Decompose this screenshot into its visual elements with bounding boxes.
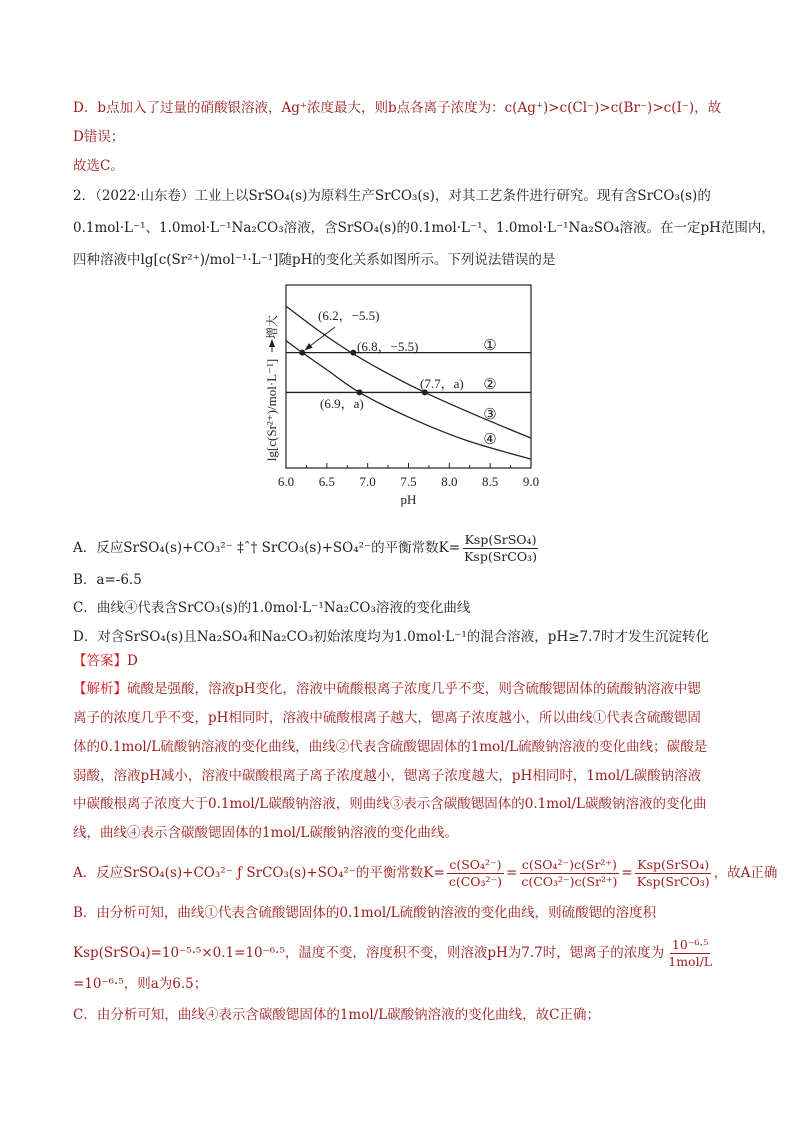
fraction-denominator: c(CO₃²⁻) — [448, 874, 503, 889]
series-label: ③ — [483, 407, 497, 423]
question-line-1: 2．（2022·山东卷）工业上以SrSO₄(s)为原料生产SrCO₃(s)，对其工艺条件进行研究。现有含SrCO₃(s)的 — [73, 188, 711, 204]
fraction-denominator: c(CO₃²⁻)c(Sr²⁺) — [521, 874, 618, 889]
fraction-numerator: Ksp(SrSO₄) — [637, 857, 710, 872]
series-label: ④ — [483, 432, 497, 448]
prev-answer-conclusion: 故选C。 — [73, 158, 124, 174]
data-point — [357, 389, 363, 395]
data-point-label: (6.8，−5.5) — [357, 339, 419, 354]
answer-value: D — [127, 653, 138, 669]
x-tick-label: 8.5 — [482, 474, 499, 489]
x-tick-label: 8.0 — [441, 474, 458, 489]
fraction-numerator: c(SO₄²⁻)c(Sr²⁺) — [521, 857, 617, 872]
fraction-denominator: Ksp(SrCO₃) — [464, 549, 537, 564]
data-point — [350, 350, 356, 356]
option-a-text: A．反应SrSO₄(s)+CO₃²⁻ ‡ˆ† SrCO₃(s)+SO₄²⁻的平衡常数K= — [73, 540, 461, 556]
y-axis-label: lg[c(Sr²⁺)/mol·L⁻¹] — [264, 358, 279, 462]
analysis-option-c: C．由分析可知，曲线④表示含碳酸锶固体的1mol/L碳酸钠溶液的变化曲线，故C正确； — [73, 1007, 601, 1023]
option-c: C．曲线④代表含SrCO₃(s)的1.0mol·L⁻¹Na₂CO₃溶液的变化曲线 — [73, 600, 471, 616]
option-b: B．a=-6.5 — [73, 572, 142, 588]
analysis-label: 【解析】 — [73, 681, 127, 697]
analysis-option-b-line3: =10⁻⁶·⁵，则a为6.5； — [73, 976, 208, 992]
fraction-numerator: Ksp(SrSO₄) — [464, 532, 537, 547]
fraction-3 — [635, 857, 712, 890]
analysis-a-text: A．反应SrSO₄(s)+CO₃²⁻ ƒ SrCO₃(s)+SO₄²⁻的平衡常数K= — [73, 865, 445, 881]
analysis-a-conclusion: ，故A正确 — [713, 865, 778, 881]
fraction-numerator: 10⁻⁶·⁵ — [671, 937, 709, 952]
fraction-numerator: c(SO₄²⁻) — [449, 857, 502, 872]
x-tick-label: 7.5 — [400, 474, 417, 489]
sr-concentration-chart — [250, 270, 550, 510]
prev-option-d-line1: D．b点加入了过量的硝酸银溶液，Ag⁺浓度最大，则b点各离子浓度为：c(Ag⁺)>c(Cl⁻)>c(Br⁻)>c(I⁻)，故 — [73, 100, 722, 116]
answer — [73, 652, 138, 670]
analysis-b-text: Ksp(SrSO₄)=10⁻⁵·⁵×0.1=10⁻⁶·⁵，温度不变，溶度积不变，则溶液pH为7.7时，锶离子的浓度为 — [73, 945, 665, 961]
fraction-denominator: Ksp(SrCO₃) — [636, 874, 710, 889]
fraction-1 — [447, 857, 504, 890]
x-axis-label: pH — [400, 492, 417, 507]
fraction-2 — [519, 857, 619, 890]
series-label: ② — [483, 377, 497, 393]
y-axis-increase-label: 增大 — [265, 314, 279, 340]
analysis-line-6: 线，曲线④表示含碳酸锶固体的1mol/L碳酸钠溶液的变化曲线。 — [73, 825, 458, 841]
x-tick-label: 6.5 — [318, 474, 335, 489]
x-tick-label: 6.0 — [277, 474, 295, 489]
analysis-option-a: A．反应SrSO₄(s)+CO₃²⁻ ƒ SrCO₃(s)+SO₄²⁻的平衡常数K= $\frac{\text{c(SO₄²⁻)}}{\text{c(CO₃²⁻)}}$ = $\frac{\text{c(SO₄²⁻)c(Sr²⁺)}}{\text{c(CO₃²⁻)c(Sr²⁺)}}$ = $\frac{\text{Ksp(SrSO₄)}}{\text{Ksp(SrCO₃)}}$ ，故A正确 — [73, 857, 778, 889]
question-line-2: 0.1mol·L⁻¹、1.0mol·L⁻¹Na₂CO₃溶液，含SrSO₄(s)的0.1mol·L⁻¹、1.0mol·L⁻¹Na₂SO₄溶液。在一定pH范围内， — [73, 220, 775, 236]
data-point-label: (6.2，−5.5) — [318, 308, 380, 323]
analysis-option-b-line2 — [73, 937, 716, 970]
analysis-line-1 — [73, 680, 701, 698]
question-line-3: 四种溶液中lg[c(Sr²⁺)/mol⁻¹·L⁻¹]随pH的变化关系如图所示。下列说法错误的是 — [73, 252, 556, 268]
analysis-text: 硫酸是强酸，溶液pH变化，溶液中硫酸根离子浓度几乎不变，则含硫酸锶固体的硫酸钠溶液中锶 — [127, 681, 701, 697]
series-label: ① — [483, 338, 497, 354]
x-tick-label: 7.0 — [359, 474, 376, 489]
analysis-option-b-line1: B．由分析可知，曲线①代表含硫酸锶固体的0.1mol/L硫酸钠溶液的变化曲线，则硫酸锶的溶度积 — [73, 905, 657, 921]
fraction-denominator: 1mol/L — [668, 954, 713, 969]
option-a-fraction — [462, 532, 539, 565]
x-tick-label: 9.0 — [522, 474, 540, 489]
analysis-line-2: 离子的浓度几乎不变，pH相同时，溶液中硫酸根离子越大，锶离子浓度越小，所以曲线①代表含硫酸锶固 — [73, 710, 701, 726]
data-point-label: (6.9，a) — [320, 396, 364, 411]
fraction-b — [666, 937, 714, 970]
analysis-line-3: 体的0.1mol/L硫酸钠溶液的变化曲线，曲线②代表含硫酸锶固体的1mol/L硫酸钠溶液的变化曲线；碳酸是 — [73, 739, 708, 755]
data-point-label: (7.7，a) — [420, 376, 464, 391]
answer-label: 【答案】 — [73, 653, 127, 669]
option-a — [73, 532, 541, 565]
prev-option-d-line2: D错误； — [73, 129, 125, 145]
option-d: D．对含SrSO₄(s)且Na₂SO₄和Na₂CO₃初始浓度均为1.0mol·L⁻¹的混合溶液，pH≥7.7时才发生沉淀转化 — [73, 629, 710, 645]
analysis-line-4: 弱酸，溶液pH减小，溶液中碳酸根离子离子浓度越小，锶离子浓度越大，pH相同时，1mol/L碳酸钠溶液 — [73, 768, 702, 784]
data-point — [299, 350, 305, 356]
analysis-line-5: 中碳酸根离子浓度大于0.1mol/L碳酸钠溶液，则曲线③表示含碳酸锶固体的0.1mol/L碳酸钠溶液的变化曲 — [73, 796, 707, 812]
